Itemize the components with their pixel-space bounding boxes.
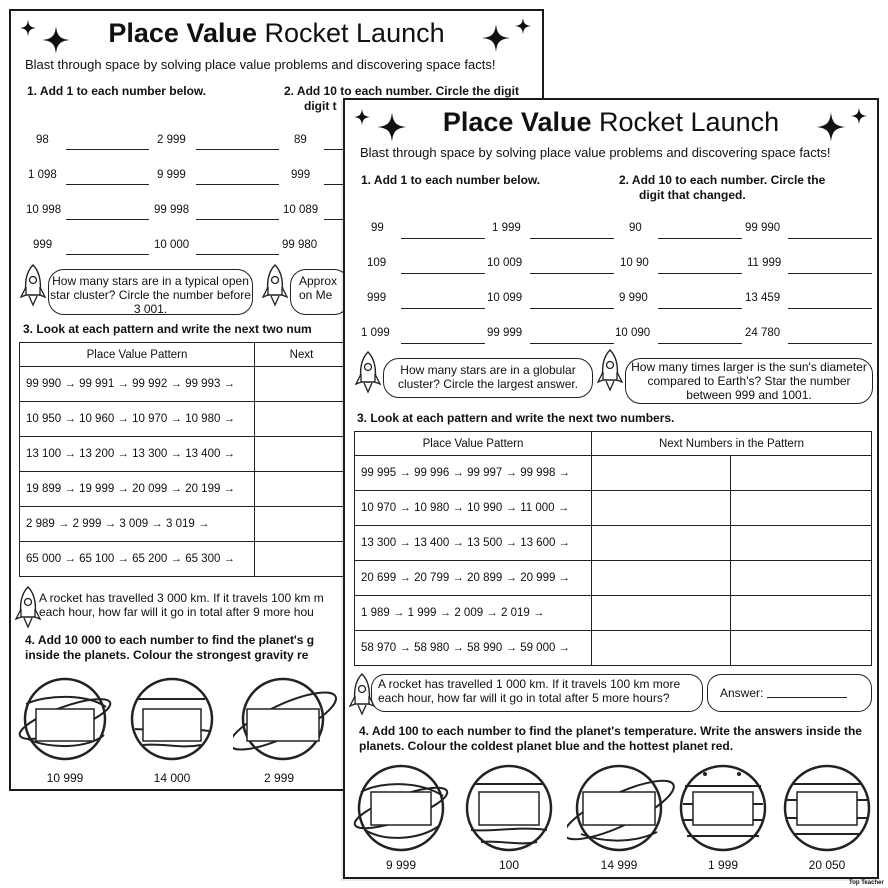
- q2-number: 11 999: [747, 257, 782, 269]
- q2-number: 90: [629, 222, 642, 234]
- answer-line[interactable]: [66, 149, 149, 150]
- answer-cell[interactable]: [255, 367, 349, 402]
- planet-number: 2 999: [263, 771, 295, 785]
- answer-cell[interactable]: [255, 507, 349, 542]
- table-row: [20, 402, 349, 437]
- question-4-heading: 4. Add 10 000 to each number to find the planet's g inside the planets. Colour the strongest gravity re: [25, 633, 315, 662]
- answer-cell[interactable]: [731, 456, 872, 491]
- answer-cell[interactable]: [592, 526, 731, 561]
- answer-line[interactable]: [66, 219, 149, 220]
- answer-cell[interactable]: [255, 542, 349, 577]
- question-4-heading: 4. Add 100 to each number to find the planet's temperature. Write the answers inside the planets. Colour the coldest planet blue and the hottest planet red.: [359, 724, 862, 753]
- q1-number: 99: [371, 222, 384, 234]
- planet-ringed: [233, 669, 343, 769]
- answer-line[interactable]: [530, 308, 614, 309]
- q2-number: 10 090: [615, 327, 651, 339]
- table-row: [355, 596, 872, 631]
- table-row: [20, 542, 349, 577]
- answer-line[interactable]: [658, 273, 742, 274]
- question-2-heading: 2. Add 10 to each number. Circle the: [619, 173, 826, 187]
- pattern-table: [19, 342, 349, 577]
- answer-line[interactable]: [788, 238, 872, 239]
- planet-striped: [779, 760, 875, 856]
- word-problem: A rocket has travelled 1 000 km. If it travels 100 km more each hour, how far will it go in total after 5 more hours?: [371, 674, 703, 712]
- planet-number: 10 999: [46, 771, 84, 785]
- table-header: Next: [255, 343, 349, 367]
- answer-line[interactable]: [530, 343, 614, 344]
- sparkle-icon: [815, 111, 847, 143]
- answer-line[interactable]: [530, 273, 614, 274]
- answer-line[interactable]: [196, 149, 279, 150]
- pattern-cell: 13 100 → 13 200 → 13 300 → 13 400 →: [20, 437, 255, 472]
- q1-number: 2 999: [157, 134, 186, 146]
- answer-line[interactable]: [658, 308, 742, 309]
- planet-number: 100: [498, 858, 520, 872]
- answer-cell[interactable]: [731, 596, 872, 631]
- answer-line[interactable]: [196, 254, 279, 255]
- answer-line[interactable]: [788, 273, 872, 274]
- pattern-cell: 1 989 → 1 999 → 2 009 → 2 019 →: [355, 596, 592, 631]
- brand-logo: Top Teacher: [849, 880, 884, 886]
- answer-line[interactable]: [658, 238, 742, 239]
- rocket-icon: [597, 348, 623, 392]
- planet-number: 14 000: [153, 771, 191, 785]
- answer-cell[interactable]: [255, 472, 349, 507]
- rocket-icon: [355, 350, 381, 394]
- pattern-cell: 99 990 → 99 991 → 99 992 → 99 993 →: [20, 367, 255, 402]
- q1-number: 1 099: [361, 327, 390, 339]
- sparkle-icon: [481, 23, 511, 53]
- pattern-table: [354, 431, 872, 666]
- worksheet-front-page: [343, 98, 879, 879]
- pattern-cell: 65 000 → 65 100 → 65 200 → 65 300 →: [20, 542, 255, 577]
- answer-cell[interactable]: [255, 402, 349, 437]
- page-subtitle: Blast through space by solving place value problems and discovering space facts!: [25, 57, 496, 72]
- fact-box-sun-diameter: How many times larger is the sun's diameter compared to Earth's? Star the number between 999 and 1001.: [625, 358, 873, 404]
- table-row: [355, 631, 872, 666]
- answer-line[interactable]: [401, 343, 485, 344]
- sparkle-icon: [514, 17, 532, 35]
- q1-number: 999: [33, 239, 53, 251]
- answer-cell[interactable]: [592, 561, 731, 596]
- planet-striped: [125, 669, 220, 769]
- q2-number: 99 990: [745, 222, 781, 234]
- table-row: [355, 526, 872, 561]
- q1-number: 10 009: [487, 257, 523, 269]
- answer-cell[interactable]: [592, 596, 731, 631]
- pattern-cell: 10 970 → 10 980 → 10 990 → 11 000 →: [355, 491, 592, 526]
- answer-cell[interactable]: [731, 561, 872, 596]
- question-1-heading: 1. Add 1 to each number below.: [361, 173, 541, 187]
- pattern-cell: 2 989 → 2 999 → 3 009 → 3 019 →: [20, 507, 255, 542]
- table-header: Next Numbers in the Pattern: [592, 432, 872, 456]
- planet-number: 9 999: [385, 858, 417, 872]
- question-2-heading: 2. Add 10 to each number. Circle the digit: [284, 84, 519, 98]
- answer-cell[interactable]: [731, 526, 872, 561]
- q1-number: 99 999: [487, 327, 523, 339]
- table-row: [355, 456, 872, 491]
- answer-line[interactable]: [401, 308, 485, 309]
- q1-number: 1 999: [492, 222, 521, 234]
- q1-number: 1 098: [28, 169, 57, 181]
- rocket-icon: [20, 263, 46, 307]
- q2-number: 10 90: [620, 257, 649, 269]
- question-2-heading-continued: digit t: [304, 99, 337, 113]
- page-subtitle: Blast through space by solving place value problems and discovering space facts!: [360, 145, 831, 160]
- q2-number: 10 089: [283, 204, 319, 216]
- answer-line[interactable]: [196, 184, 279, 185]
- answer-line[interactable]: [401, 273, 485, 274]
- table-row: [355, 561, 872, 596]
- answer-cell[interactable]: [255, 437, 349, 472]
- answer-box[interactable]: [707, 674, 872, 712]
- answer-line[interactable]: [401, 238, 485, 239]
- fact-box-star-cluster: How many stars are in a typical open star cluster? Circle the number before 3 001.: [48, 269, 253, 315]
- answer-line[interactable]: [767, 697, 847, 698]
- answer-cell[interactable]: [731, 491, 872, 526]
- question-3-heading: 3. Look at each pattern and write the next two numbers.: [357, 411, 675, 425]
- table-row: [20, 437, 349, 472]
- q2-number: 89: [294, 134, 307, 146]
- page-title: Place Value Rocket Launch: [108, 18, 445, 48]
- question-3-heading: 3. Look at each pattern and write the next two num: [23, 322, 312, 336]
- table-row: [20, 507, 349, 542]
- question-1-heading: 1. Add 1 to each number below.: [27, 84, 207, 98]
- answer-label: Answer:: [720, 686, 764, 700]
- fact-box-globular-cluster: How many stars are in a globular cluster? Circle the largest answer.: [383, 358, 593, 398]
- q2-number: 99 980: [282, 239, 318, 251]
- pattern-cell: 58 970 → 58 980 → 58 990 → 59 000 →: [355, 631, 592, 666]
- planet-ringed: [353, 760, 451, 856]
- fact-box-partial: Approx on Me: [290, 269, 350, 315]
- q1-number: 10 000: [154, 239, 190, 251]
- planet-number: 14 999: [600, 858, 638, 872]
- q1-number: 10 099: [487, 292, 523, 304]
- answer-line[interactable]: [788, 343, 872, 344]
- answer-cell[interactable]: [592, 456, 731, 491]
- q1-number: 109: [367, 257, 387, 269]
- answer-line[interactable]: [196, 219, 279, 220]
- rocket-icon: [262, 263, 288, 307]
- planet-number: 1 999: [707, 858, 739, 872]
- pattern-cell: 13 300 → 13 400 → 13 500 → 13 600 →: [355, 526, 592, 561]
- table-row: [355, 491, 872, 526]
- q1-number: 99 998: [154, 204, 190, 216]
- answer-line[interactable]: [530, 238, 614, 239]
- q2-number: 24 780: [745, 327, 781, 339]
- q2-number: 999: [291, 169, 311, 181]
- q1-number: 999: [367, 292, 387, 304]
- pattern-cell: 20 699 → 20 799 → 20 899 → 20 999 →: [355, 561, 592, 596]
- sparkle-icon: [850, 107, 868, 125]
- answer-cell[interactable]: [731, 631, 872, 666]
- planet-ringed: [18, 669, 113, 769]
- answer-line[interactable]: [66, 184, 149, 185]
- answer-line[interactable]: [788, 308, 872, 309]
- planet-number: 20 050: [808, 858, 846, 872]
- page-title: Place Value Rocket Launch: [442, 107, 780, 137]
- pattern-cell: 10 950 → 10 960 → 10 970 → 10 980 →: [20, 402, 255, 437]
- answer-line[interactable]: [66, 254, 149, 255]
- q2-number: 13 459: [745, 292, 781, 304]
- answer-line[interactable]: [658, 343, 742, 344]
- rocket-icon: [15, 585, 41, 629]
- table-header: Place Value Pattern: [355, 432, 592, 456]
- answer-cell[interactable]: [592, 631, 731, 666]
- pattern-cell: 19 899 → 19 999 → 20 099 → 20 199 →: [20, 472, 255, 507]
- q1-number: 10 998: [26, 204, 62, 216]
- question-2-heading-continued: digit that changed.: [639, 188, 746, 202]
- q1-number: 9 999: [157, 169, 186, 181]
- q1-number: 98: [36, 134, 49, 146]
- q2-number: 9 990: [619, 292, 648, 304]
- table-row: [20, 472, 349, 507]
- table-header: Place Value Pattern: [20, 343, 255, 367]
- answer-cell[interactable]: [592, 491, 731, 526]
- word-problem: A rocket has travelled 3 000 km. If it travels 100 km m each hour, how far will it go in total after 9 more hou: [39, 591, 324, 619]
- planet-ringed: [567, 760, 679, 856]
- pattern-cell: 99 995 → 99 996 → 99 997 → 99 998 →: [355, 456, 592, 491]
- table-row: [20, 367, 349, 402]
- planet-banded: [675, 760, 771, 856]
- planet-striped: [461, 760, 559, 856]
